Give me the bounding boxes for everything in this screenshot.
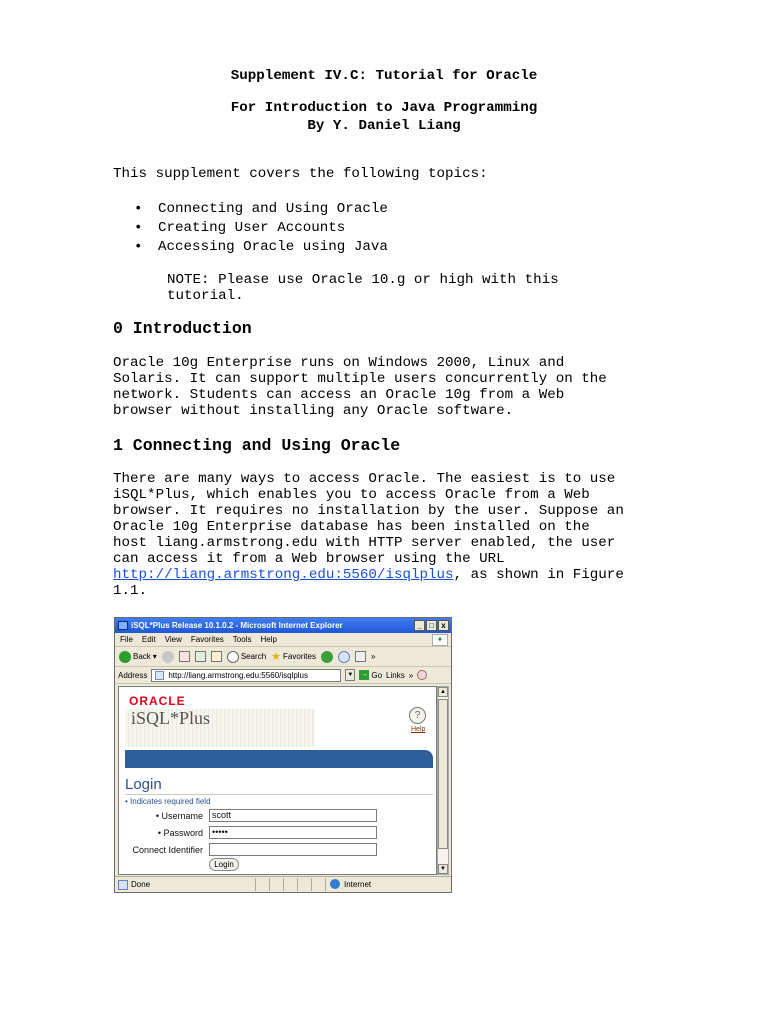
note-text: NOTE: Please use Oracle 10.g or high with this tutorial. <box>167 272 559 304</box>
browser-menu-bar <box>115 633 451 647</box>
list-item <box>113 219 388 238</box>
ie-icon <box>118 621 128 630</box>
isqlplus-logo: iSQL*Plus <box>131 708 211 728</box>
refresh-icon[interactable] <box>195 651 206 662</box>
windows-logo-icon: ✦ <box>432 634 448 646</box>
bullet-icon: • <box>134 239 143 255</box>
help-link[interactable]: Help <box>411 726 426 733</box>
scroll-thumb[interactable] <box>438 699 448 849</box>
browser-window-title: iSQL*Plus Release 10.1.0.2 - Microsoft Internet Explorer <box>131 621 343 630</box>
search-label: Search <box>240 652 267 661</box>
status-cell <box>283 878 297 891</box>
help-icon[interactable]: ? <box>409 707 426 724</box>
required-field-note: • Indicates required field <box>125 797 211 806</box>
topic-label: Accessing Oracle using Java <box>158 239 388 255</box>
topic-label: Connecting and Using Oracle <box>158 201 388 217</box>
minimize-button[interactable]: _ <box>414 620 425 631</box>
browser-screenshot <box>114 617 452 893</box>
login-button[interactable]: Login <box>209 858 239 871</box>
star-icon: ★ <box>271 651 282 663</box>
print-icon[interactable] <box>355 651 366 662</box>
favorites-button[interactable] <box>271 650 316 663</box>
section-1-heading: 1 Connecting and Using Oracle <box>113 436 401 455</box>
browser-title-bar <box>115 618 451 633</box>
username-row <box>119 809 437 823</box>
close-button[interactable]: x <box>438 620 449 631</box>
status-bar <box>115 876 451 892</box>
bullet-icon: • <box>134 220 143 236</box>
home-icon[interactable] <box>211 651 222 662</box>
section-0-heading: 0 Introduction <box>113 319 252 338</box>
address-url: http://liang.armstrong.edu:5560/isqlplus <box>168 670 308 680</box>
vertical-scrollbar[interactable] <box>437 686 449 875</box>
toolbar-more-icon[interactable]: » <box>370 652 376 661</box>
status-zone <box>325 878 435 891</box>
document-subtitle: For Introduction to Java Programming <box>230 100 538 116</box>
links-more-icon[interactable]: » <box>408 670 414 680</box>
go-arrow-icon: → <box>360 671 368 678</box>
search-button[interactable] <box>227 651 266 663</box>
scroll-up-icon[interactable]: ▲ <box>438 687 448 697</box>
mail-icon[interactable] <box>338 651 350 663</box>
intro-line: This supplement covers the following topics: <box>113 166 488 182</box>
menu-tools[interactable]: Tools <box>232 635 252 644</box>
menu-view[interactable]: View <box>164 635 182 644</box>
globe-icon <box>330 879 340 889</box>
menu-edit[interactable]: Edit <box>141 635 156 644</box>
connect-identifier-row <box>119 843 437 857</box>
status-zone-label: Internet <box>344 880 372 889</box>
stop-icon[interactable] <box>179 651 190 662</box>
header-blue-bar <box>125 750 433 768</box>
section-0-paragraph: Oracle 10g Enterprise runs on Windows 2000, Linux and Solaris. It can support multiple users concurrently on the network. Students can access an Oracle 10g from a Web browser without installing any Oracle software. <box>113 355 607 419</box>
username-input[interactable]: scott <box>209 809 377 822</box>
connect-identifier-input[interactable] <box>209 843 377 856</box>
favorites-label: Favorites <box>283 652 316 661</box>
bullet-icon: • <box>134 201 143 217</box>
menu-help[interactable]: Help <box>260 635 277 644</box>
login-heading: Login <box>125 776 162 793</box>
isqlplus-url-link[interactable]: http://liang.armstrong.edu:5560/isqlplus <box>113 567 454 583</box>
search-icon <box>227 651 239 663</box>
address-bar <box>115 667 451 684</box>
browser-toolbar <box>115 647 451 667</box>
links-label[interactable]: Links <box>386 670 405 680</box>
topic-list <box>113 200 388 257</box>
status-done <box>115 880 255 889</box>
menu-favorites[interactable]: Favorites <box>190 635 224 644</box>
section-1-tail: , as shown in Figure 1.1. <box>113 567 624 599</box>
history-icon[interactable] <box>321 651 333 663</box>
document-author: By Y. Daniel Liang <box>307 118 461 134</box>
extension-icon[interactable] <box>417 670 427 680</box>
section-1-text: There are many ways to access Oracle. The easiest is to use iSQL*Plus, which enables you to access Oracle from a Web browser. It requires no installation by the user. Suppose an Oracle 10g Enterprise database has been installed on the host liang.armstrong.edu with HTTP server enabled, the user can access it from a Web browser using the URL <box>113 471 624 567</box>
back-label: Back <box>133 652 151 661</box>
go-button[interactable] <box>359 670 382 680</box>
password-label: • Password <box>157 828 203 838</box>
status-cell <box>311 878 325 891</box>
divider <box>125 794 433 795</box>
menu-file[interactable]: File <box>120 635 133 644</box>
page-icon <box>155 671 164 680</box>
oracle-logo: ORACLE <box>129 694 186 708</box>
topic-label: Creating User Accounts <box>158 220 346 236</box>
address-label: Address <box>118 670 148 680</box>
go-label: Go <box>371 670 383 680</box>
status-cell <box>255 878 269 891</box>
status-done-label: Done <box>131 880 151 889</box>
maximize-button[interactable]: □ <box>426 620 437 631</box>
back-button[interactable]: Back ▾ <box>119 651 157 663</box>
forward-button[interactable] <box>162 651 174 663</box>
back-arrow-icon <box>119 651 131 663</box>
scroll-down-icon[interactable]: ▼ <box>438 864 448 874</box>
address-input[interactable] <box>151 669 341 682</box>
browser-viewport <box>118 686 437 875</box>
status-cell <box>297 878 311 891</box>
list-item <box>113 200 388 219</box>
username-label: • Username <box>155 811 203 821</box>
page-done-icon <box>118 880 128 890</box>
status-cell <box>269 878 283 891</box>
password-input[interactable]: ••••• <box>209 826 377 839</box>
document-title: Supplement IV.C: Tutorial for Oracle <box>230 68 538 84</box>
section-1-paragraph <box>113 471 673 599</box>
list-item <box>113 238 388 257</box>
password-row <box>119 826 437 840</box>
connect-identifier-label: Connect Identifier <box>132 845 203 855</box>
address-dropdown-icon[interactable]: ▼ <box>345 669 355 681</box>
